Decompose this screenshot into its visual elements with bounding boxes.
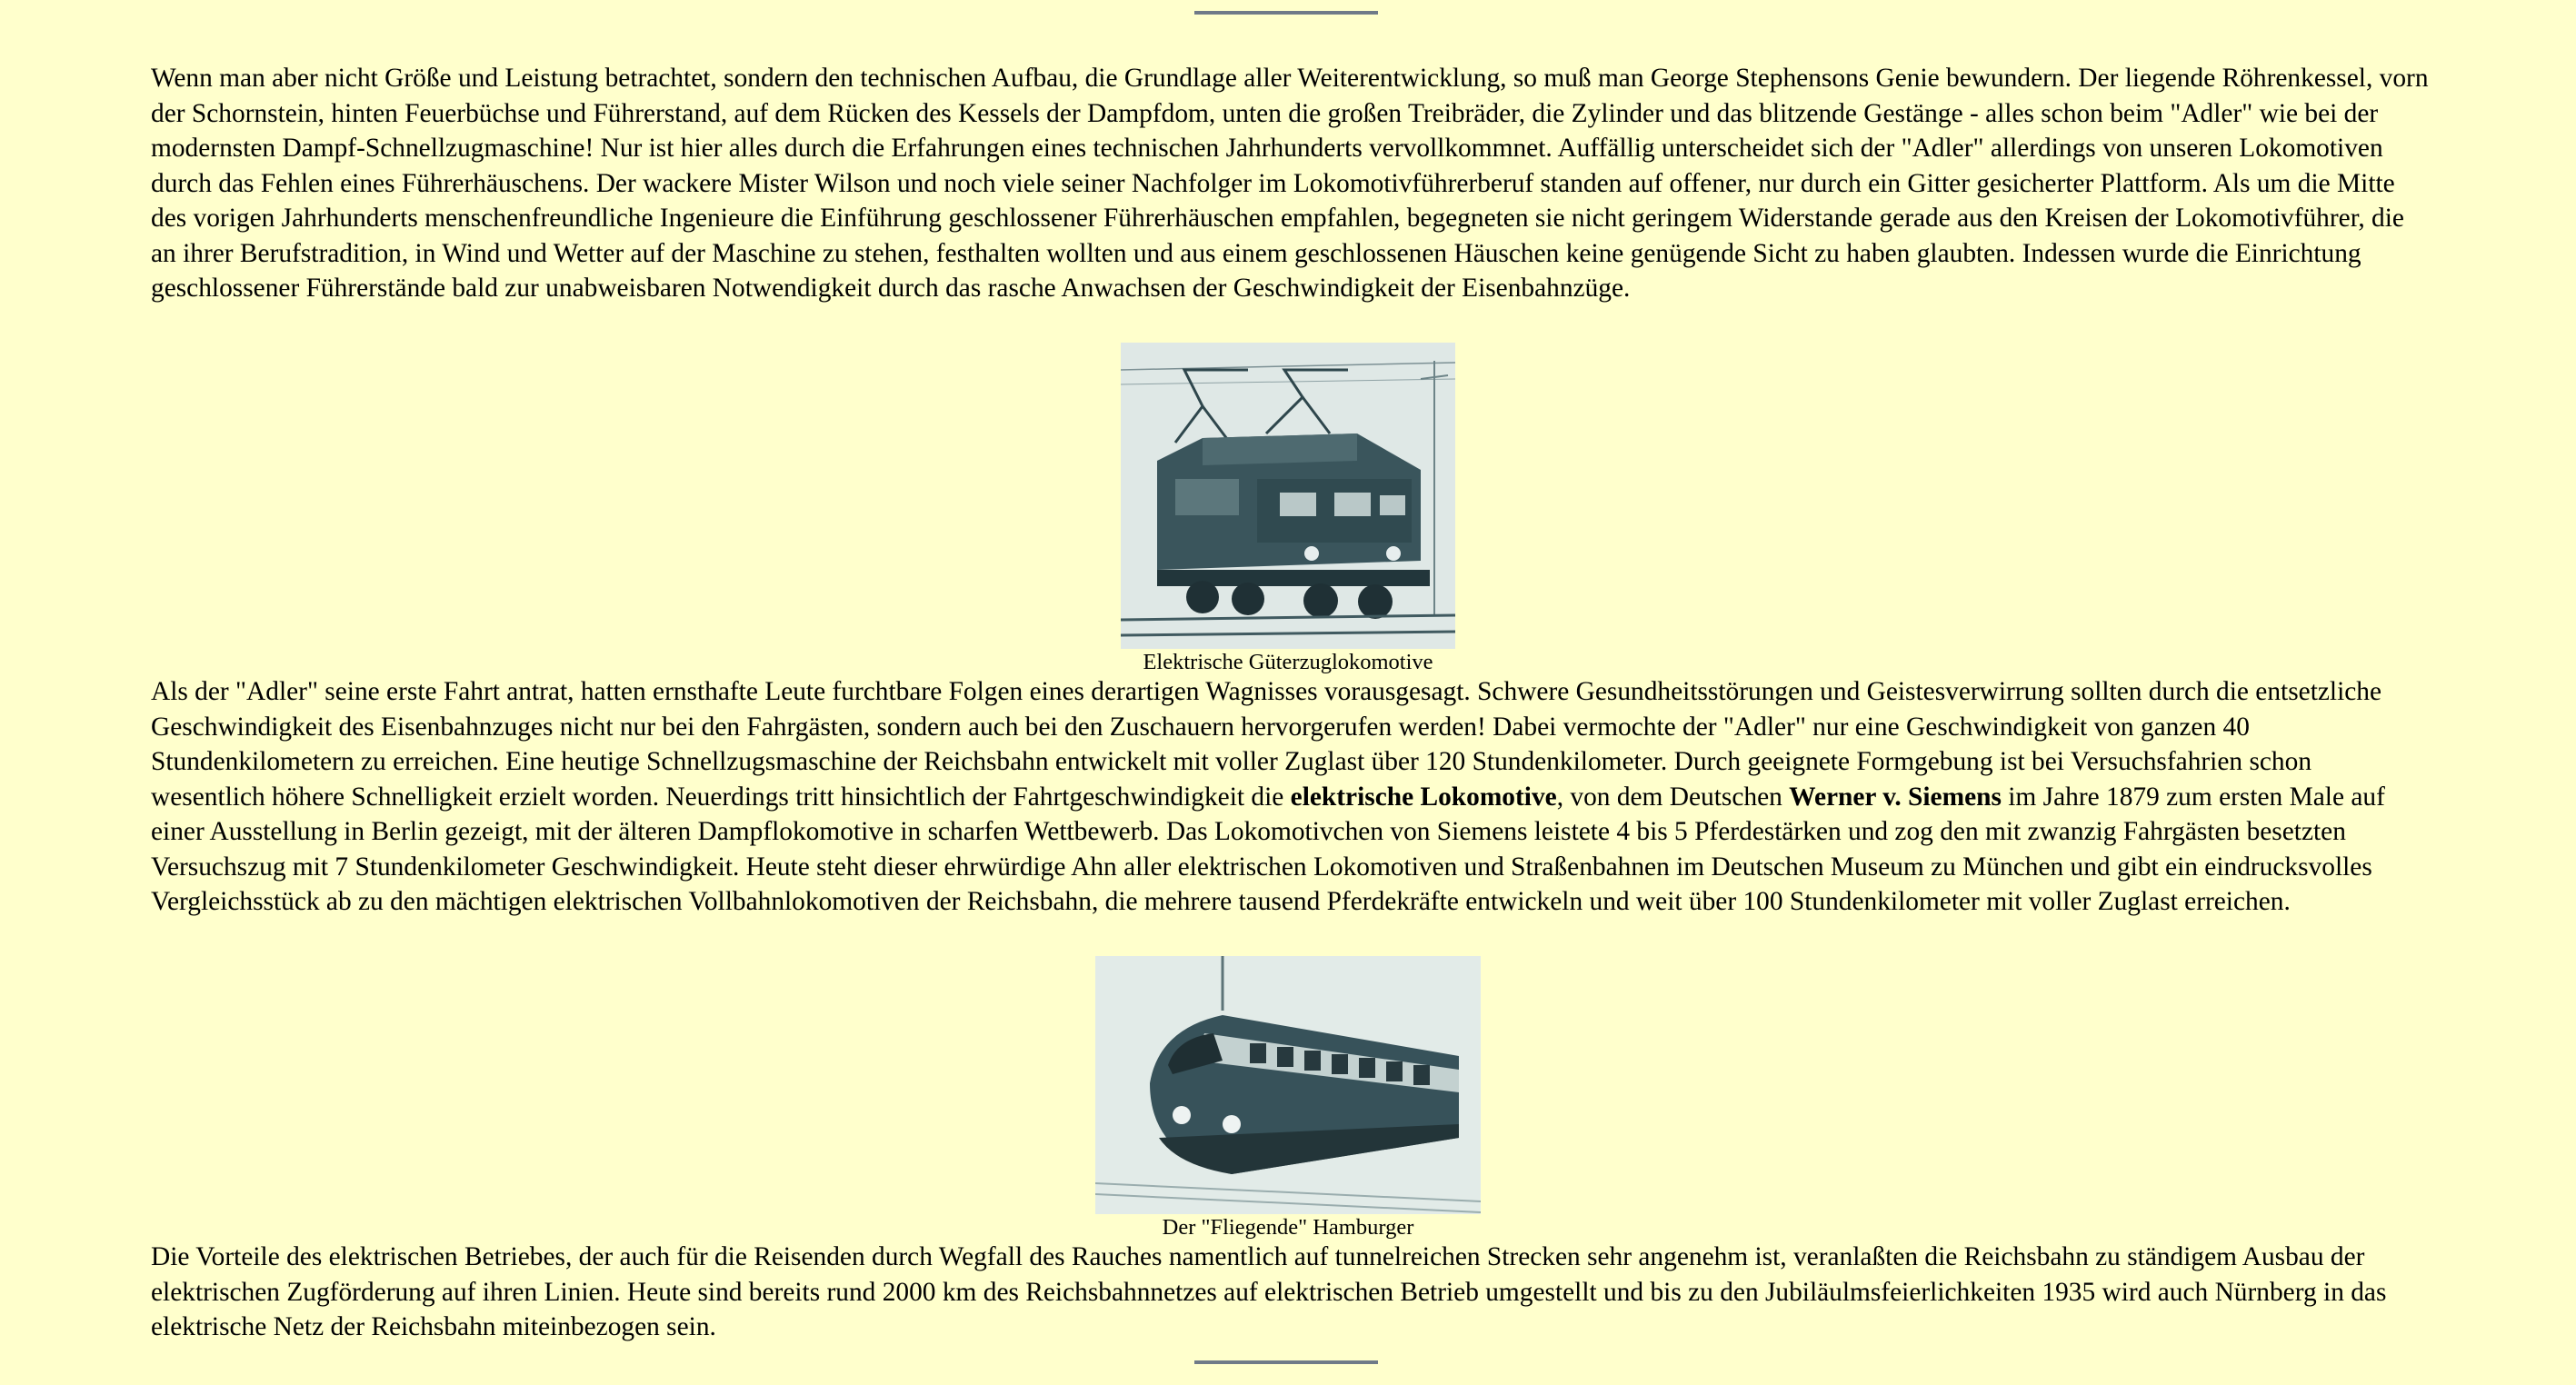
- freight-locomotive-image: [1121, 343, 1455, 649]
- figure-flying-hamburger: [0, 956, 2576, 1241]
- flying-hamburger-image: [1095, 956, 1481, 1214]
- top-divider: [1194, 11, 1378, 15]
- figure-caption: Elektrische Güterzuglokomotive: [1143, 650, 1433, 674]
- bottom-divider: [1194, 1360, 1378, 1364]
- bold-term: elektrische Lokomotive: [1290, 782, 1557, 812]
- figure-caption: Der "Fliegende" Hamburger: [1162, 1215, 1414, 1240]
- paragraph-text: , von dem Deutschen: [1556, 782, 1790, 812]
- paragraph-electric-operation: Die Vorteile des elektrischen Betriebes, der auch für die Reisenden durch Wegfall des Rauches namentlich auf tunnelreichen Strecken sehr angenehm ist, veranlaßten die Reichsbahn zu ständigem Ausbau der elektrischen Zugförderung auf ihren Linien. Heute sind bereits rund 2000 km des Reichsbahnnetzes auf elektrischen Betrieb umgestellt und bis zu den Jubiläulmsfeierlichkeiten 1935 wird auch Nürnberg in das elektrische Netz der Reichsbahn miteinbezogen sein.: [151, 1242, 2387, 1341]
- paragraph-text: Als der "Adler" seine erste Fahrt antrat, hatten ernsthafte Leute furchtbare Folgen eines derartigen Wagnisses vorausgesagt. Schwere Gesundheitsstörungen und Geistesverwirrung sollten durch die entsetzliche Geschwindigkeit des Eisenbahnzuges nicht nur bei den Fahrgästen, sondern auch bei den Zuschauern hervorgerufen werden! Dabei vermochte der "Adler" nur eine Geschwindigkeit von ganzen 40 Stundenkilometern zu erreichen. Eine heutige Schnellzugsmaschine der Reichsbahn entwickelt mit voller Zuglast über 120 Stundenkilometer. Durch geeignete Formgebung ist bei Versuchsfahrien schon wesentlich höhere Schnelligkeit erzielt worden. Neuerdings tritt hinsichtlich der Fahrtgeschwindigkeit die: [151, 677, 2382, 812]
- paragraph-text: im Jahre 1879 zum ersten Male auf einer Ausstellung in Berlin gezeigt, mit der älteren Dampflokomotive in scharfen Wettbewerb. Das Lokomotivchen von Siemens leistete 4 bis 5 Pferdestärken und zog den mit zwanzig Fahrgästen besetzten Versuchszug mit 7 Stundenkilometer Geschwindigkeit. Heute steht dieser ehrwürdige Ahn aller elektrischen Lokomotiven und Straßenbahnen im Deutschen Museum zu München und gibt ein eindrucksvolles Vergleichsstück ab zu den mächtigen elektrischen Vollbahnlokomotiven der Reichsbahn, die mehrere tausend Pferdekräfte entwickeln und weit über 100 Stundenkilometer mit voller Zuglast erreichen.: [151, 782, 2385, 916]
- figure-freight-locomotive: [0, 343, 2576, 676]
- paragraph-stephenson: Wenn man aber nicht Größe und Leistung betrachtet, sondern den technischen Aufbau, die Grundlage aller Weiterentwicklung, so muß man George Stephensons Genie bewundern. Der liegende Röhrenkessel, vorn der Schornstein, hinten Feuerbüchse und Führerstand, auf dem Rücken des Kessels der Dampfdom, unten die großen Treibräder, die Zylinder und das blitzende Gestänge - alles schon beim "Adler" wie bei der modernsten Dampf-Schnellzugmaschine! Nur ist hier alles durch die Erfahrungen eines technischen Jahrhunderts vervollkommnet. Auffällig unterscheidet sich der "Adler" allerdings von unseren Lokomotiven durch das Fehlen eines Führerhäuschens. Der wackere Mister Wilson und noch viele seiner Nachfolger im Lokomotivführerberuf standen auf offener, nur durch ein Gitter gesicherter Plattform. Als um die Mitte des vorigen Jahrhunderts menschenfreundliche Ingenieure die Einführung geschlossener Führerhäuschen empfahlen, begegneten sie nicht geringem Widerstande gerade aus den Kreisen der Lokomotivführer, die an ihrer Berufstradition, in Wind und Wetter auf der Maschine zu stehen, festhalten wollten und aus einem geschlossenen Häuschen keine genügende Sicht zu haben glaubten. Indessen wurde die Einrichtung geschlossener Führerstände bald zur unabweisbaren Notwendigkeit durch das rasche Anwachsen der Geschwindigkeit der Eisenbahnzüge.: [151, 64, 2429, 303]
- bold-name: Werner v. Siemens: [1789, 782, 2002, 812]
- paragraph-adler-electric: [151, 674, 2432, 920]
